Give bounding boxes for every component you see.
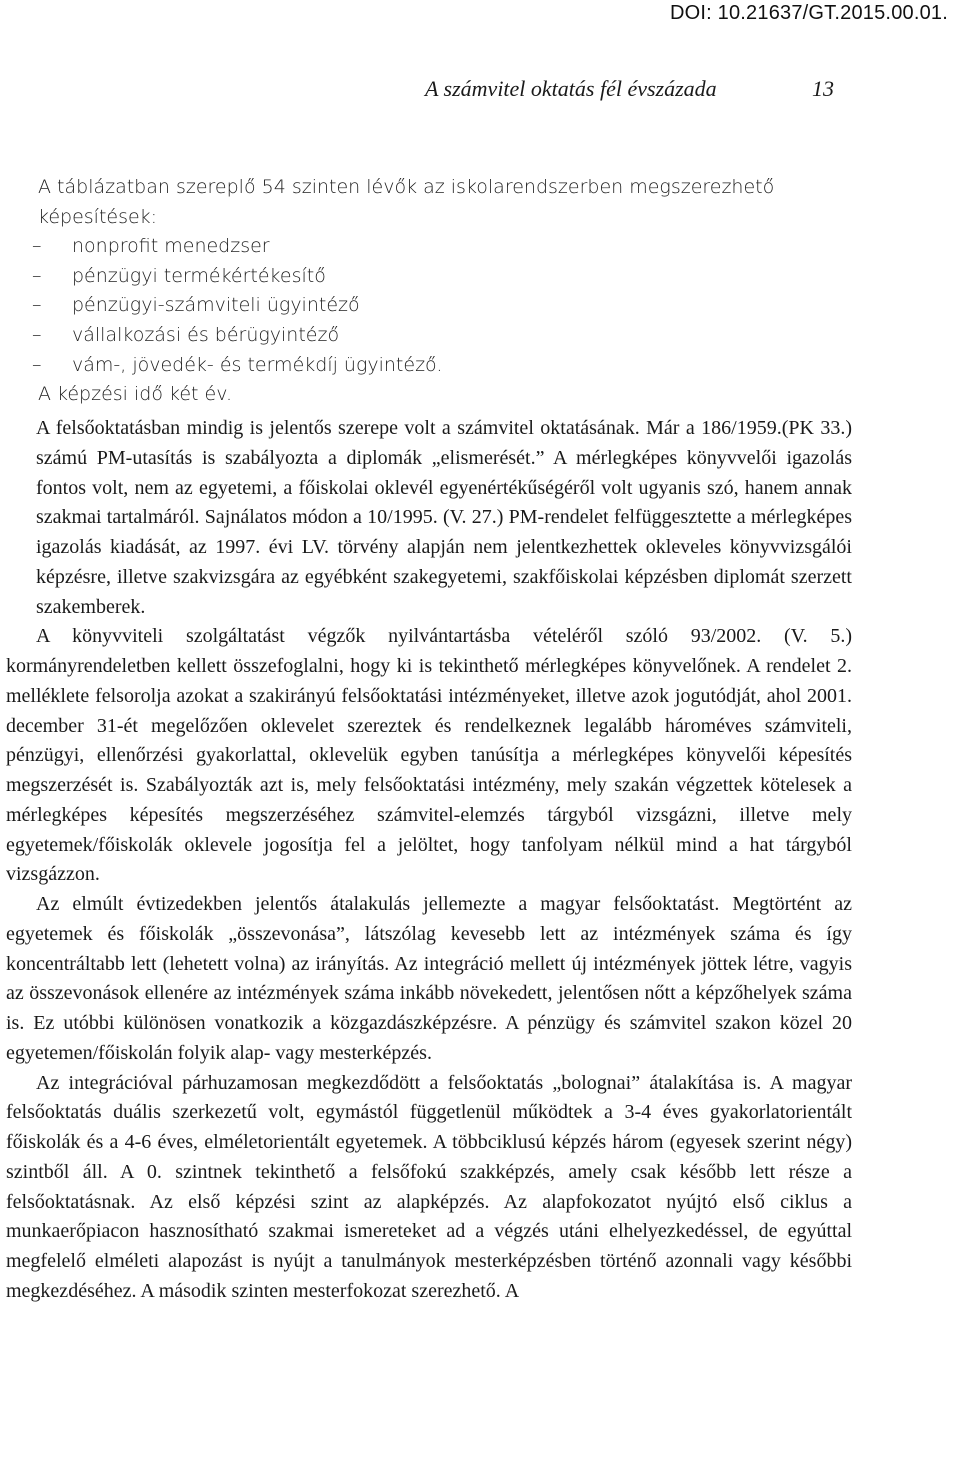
running-title: A számvitel oktatás fél évszázada: [425, 76, 717, 101]
body-paragraph: A felsőoktatásban mindig is jelentős szerepe volt a számvitel oktatásának. Már a 186/1959.(PK 33.) számú PM-utasítás is szabályozta a diplomák „elismerését.” A mérlegképes könyvvelői igazolás fontos volt, nem az egyetemi, a főiskolai oklevél egyenértékűségéről volt ugyanis szó, hanem annak szakmai tartalmáról. Sajnálatos módon a 10/1995. (V. 27.) PM-rendelet felfüggesztette a mérlegképes igazolás kiadását, az 1997. évi LV. törvény alapján nem jelentkezhettek okleveles könyvvizsgálói képzésre, illetve szakvizsgára az egyébként szakegyetemi, szakfőiskolai képzésben diplomát szerzett szakemberek.: [36, 417, 852, 618]
qualifications-section: [6, 173, 852, 410]
dash-bullet: –: [32, 294, 42, 317]
running-header: [0, 74, 960, 114]
list-item: – vállalkozási és bérügyintéző: [6, 321, 852, 351]
list-item: – pénzügyi-számviteli ügyintéző: [6, 291, 852, 321]
body-paragraph: A könyvviteli szolgáltatást végzők nyilvántartásba vételéről szóló 93/2002. (V. 5.) kormányrendeletben kellett összefoglalni, hogy ki is tekinthető mérlegképes könyvelőnek. A rendelet 2. melléklete felsorolja azokat a szakirányú felsőoktatási intézményeket, illetve azok jogutódját, ahol 2001. december 31-ét megelőzően oklevelet szereztek és rendelkeznek legalább hároméves számviteli, pénzügyi, ellenőrzési gyakorlattal, oklevelük egyben tanúsítja a mérlegképes könyvelői képesítés megszerzését is. Szabályozták azt is, mely felsőoktatási intézmény, mely szakán végzettek kötelesek a mérlegképes képesítés megszerzéséhez számvitel-elemzés tárgyból vizsgázni, illetve mely egyetemek/főiskolák oklevele jogosítja fel a jelöltet, hogy tanfolyam nélkül mind a hat tárgyból vizsgázzon.: [6, 625, 852, 886]
dash-bullet: –: [32, 264, 42, 287]
list-item: – pénzügyi termékértékesítő: [6, 262, 852, 292]
body-paragraph: Az elmúlt évtizedekben jelentős átalakulás jellemezte a magyar felsőoktatást. Megtörtént az egyetemek és főiskolák „összevonása”, látszólag kevesebb lett az intézmények száma és így koncentráltabb lett (lehetett volna) az irányítás. Az integráció mellett új intézmények jöttek létre, vagyis az összevonások ellenére az intézmények száma inkább növekedett, jelentősen nőtt a képzőhelyek száma is. Ez utóbbi különösen vonatkozik a közgazdászképzésre. A pénzügy és számvitel szakon közel 20 egyetemen/főiskolán folyik alap- vagy mesterképzés.: [6, 893, 852, 1064]
dash-bullet: –: [32, 235, 42, 258]
qualifications-list: [6, 232, 852, 380]
list-item: – nonprofit menedzser: [6, 232, 852, 262]
body-text: [6, 414, 852, 1307]
dash-bullet: –: [32, 323, 42, 346]
page-number: 13: [812, 76, 834, 101]
qualifications-lead: A táblázatban szereplő 54 szinten lévők az iskolarendszerben megszerezhető képesítések:: [38, 176, 775, 228]
list-item: – vám-, jövedék- és termékdíj ügyintéző.: [6, 351, 852, 381]
doi-identifier: DOI: 10.21637/GT.2015.00.01.: [669, 2, 948, 24]
training-duration: A képzési idő két év.: [38, 383, 232, 406]
body-paragraph: Az integrációval párhuzamosan megkezdődött a felsőoktatás „bolognai” átalakítása is. A magyar felsőoktatás duális szerkezetű volt, egymástól függetlenül működtek a 3-4 éves gyakorlatorientált főiskolák és a 4-6 éves, elméletorientált egyetemek. A többciklusú képzés három (egyesek szerint négy) szintből áll. A 0. szintnek tekinthető a felsőfokú szakképzés, amely csak később lett része a felsőoktatásnak. Az első képzési szint az alapképzés. Az alapfokozatot nyújtó első ciklus a munkaerőpiacon hasznosítható szakmai ismereteket ad a végzés utáni elhelyezkedéssel, de egyúttal megfelelő elméleti alapozást is nyújt a tanulmányok mesterképzésben történő azonnali vagy későbbi megkezdéséhez. A második szinten mesterfokozat szerezhető. A: [6, 1071, 852, 1302]
dash-bullet: –: [32, 353, 42, 376]
